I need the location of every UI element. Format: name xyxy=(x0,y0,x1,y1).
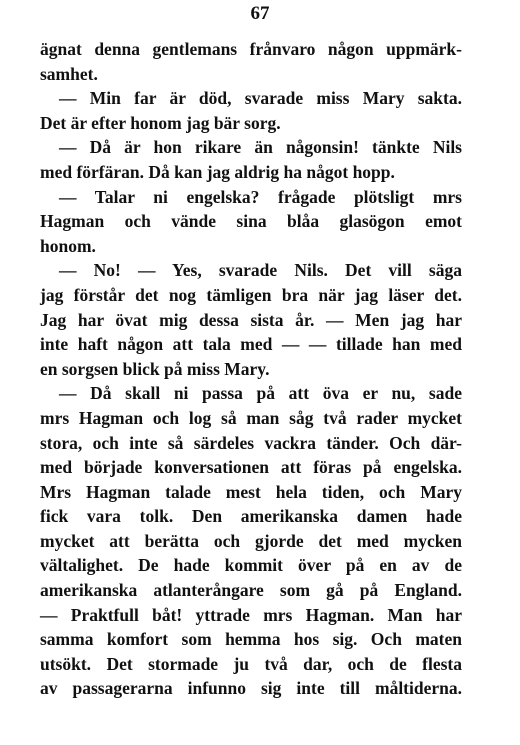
body-text xyxy=(40,37,462,701)
text-line: — Min far är död, svarade miss Mary sakta. xyxy=(59,88,462,109)
text-line: Det är efter honom jag bär sorg. xyxy=(40,112,281,133)
text-line: — Talar ni engelska? frågade plötsligt mrs xyxy=(59,186,462,207)
text-line: jag förstår det nog tämligen bra när jag läser det. xyxy=(40,284,462,305)
text-line: Mrs Hagman talade mest hela tiden, och Mary xyxy=(40,481,462,502)
text-line: ägnat denna gentlemans frånvaro någon uppmärk- xyxy=(40,39,462,59)
text-line: med förfäran. Då kan jag aldrig ha något hopp. xyxy=(40,161,395,182)
text-line: utsökt. Det stormade ju två dar, och de flesta xyxy=(40,653,462,674)
text-line: — Då skall ni passa på att öva er nu, sade xyxy=(59,383,462,404)
text-line: honom. xyxy=(40,235,96,256)
text-line: av passagerarna infunno sig inte till måltiderna. xyxy=(40,678,462,699)
page-number: 67 xyxy=(250,3,270,24)
text-line: Hagman och vände sina blåa glasögon emot xyxy=(40,211,462,232)
text-line: med började konversationen att föras på engelska. xyxy=(40,457,462,478)
text-line: stora, och inte så särdeles vackra tänder. Och där- xyxy=(40,432,462,453)
text-line: amerikanska atlanterångare som gå på England. xyxy=(40,580,462,601)
text-line: samma komfort som hemma hos sig. Och maten xyxy=(40,629,462,650)
text-line: mycket att berätta och gjorde det med mycken xyxy=(40,530,462,551)
text-line: samhet. xyxy=(40,63,98,84)
text-line: mrs Hagman och log så man såg två rader mycket xyxy=(40,407,462,428)
text-line: — Då är hon rikare än någonsin! tänkte Nils xyxy=(59,137,462,158)
text-line: — Praktfull båt! yttrade mrs Hagman. Man har xyxy=(40,604,462,625)
text-line: — No! — Yes, svarade Nils. Det vill säga xyxy=(59,260,462,281)
text-line: vältalighet. De hade kommit över på en av de xyxy=(40,555,462,576)
text-line: fick vara tolk. Den amerikanska damen hade xyxy=(40,506,462,527)
text-line: en sorgsen blick på miss Mary. xyxy=(40,358,270,379)
text-line: inte haft någon att tala med — — tillade han med xyxy=(40,334,462,355)
text-line: Jag har övat mig dessa sista år. — Men jag har xyxy=(40,309,462,330)
